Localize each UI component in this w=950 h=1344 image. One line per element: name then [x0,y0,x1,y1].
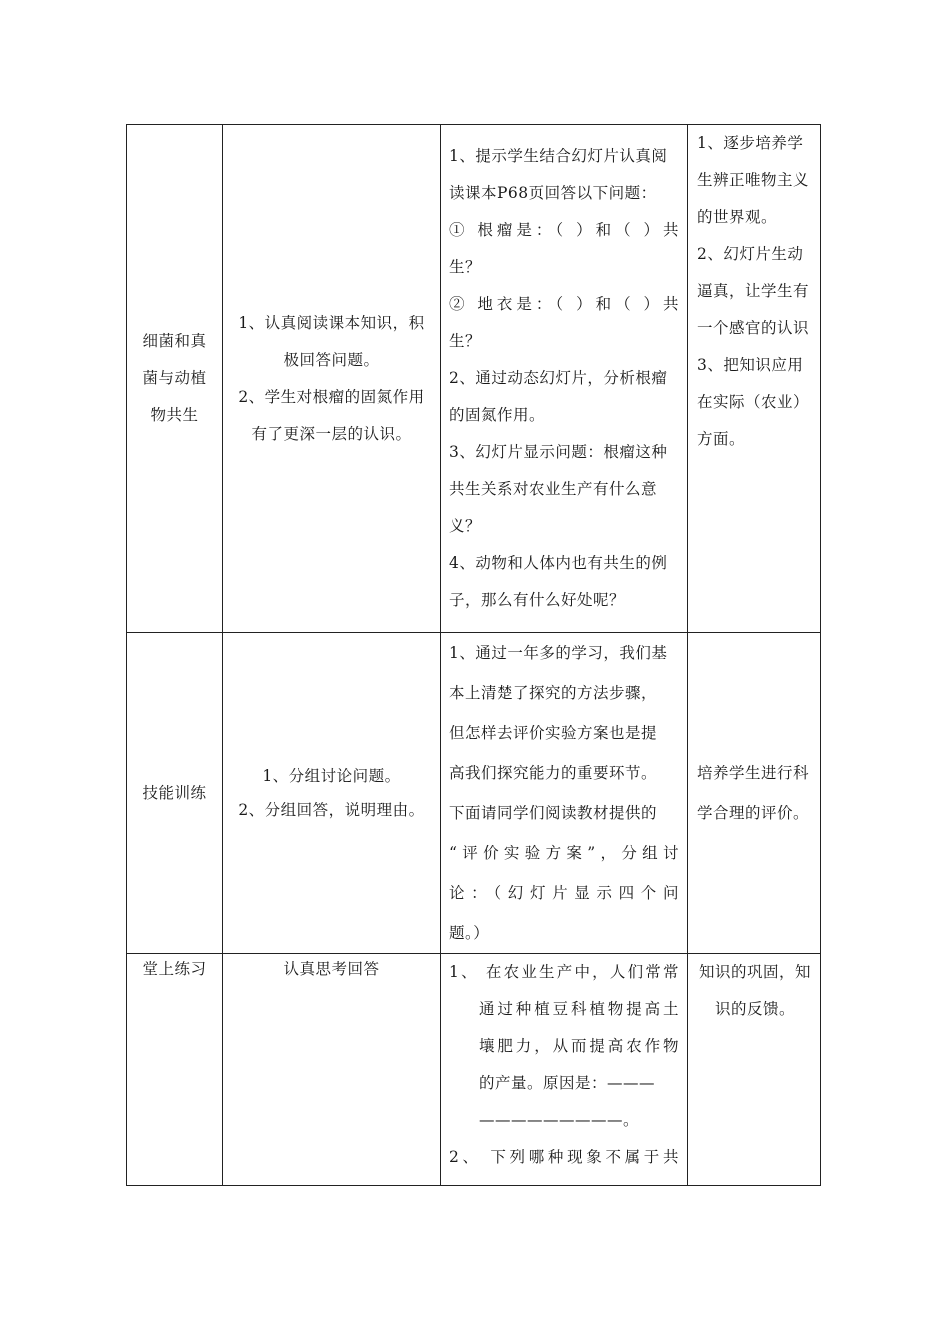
teacher-activity-cell: 1、 在农业生产中，人们常常 通过种植豆科植物提高土 壤肥力，从而提高农作物 的产量。原因是：——— —————————。 2、 下列哪种现象不属于共 [441,954,688,1186]
topic-cell: 细菌和真 菌与动植 物共生 [127,125,223,633]
design-intent-cell: 1、逐步培养学 生辨正唯物主义 的世界观。 2、幻灯片生动 逼真，让学生有 一个感官的认识 3、把知识应用 在实际（农业） 方面。 [688,125,821,633]
student-activity-cell: 1、认真阅读课本知识，积 极回答问题。 2、学生对根瘤的固氮作用 有了更深一层的认识。 [223,125,441,633]
student-activity-cell: 1、分组讨论问题。 2、分组回答，说明理由。 [223,633,441,954]
design-intent-cell: 培养学生进行科 学合理的评价。 [688,633,821,954]
table-row [127,125,821,633]
topic-cell: 堂上练习 [127,954,223,1186]
topic-cell: 技能训练 [127,633,223,954]
lesson-plan-table [126,124,821,1186]
teacher-activity-cell: 1、通过一年多的学习，我们基 本上清楚了探究的方法步骤， 但怎样去评价实验方案也是提 高我们探究能力的重要环节。 下面请同学们阅读教材提供的 “评价实验方案”，分组讨 论：（幻灯片显示四个问 题。） [441,633,688,954]
table-row [127,633,821,954]
table-row [127,954,821,1186]
design-intent-cell: 知识的巩固，知 识的反馈。 [688,954,821,1186]
student-activity-cell: 认真思考回答 [223,954,441,1186]
teacher-activity-cell: 1、提示学生结合幻灯片认真阅 读课本P68页回答以下问题： ① 根瘤是：（ ）和（ ）共 生？ ② 地衣是：（ ）和（ ）共 生？ 2、通过动态幻灯片，分析根瘤 的固氮作用。 3、幻灯片显示问题：根瘤这种 共生关系对农业生产有什么意 义？ 4、动物和人体内也有共生的例 子，那么有什么好处呢？ [441,125,688,633]
